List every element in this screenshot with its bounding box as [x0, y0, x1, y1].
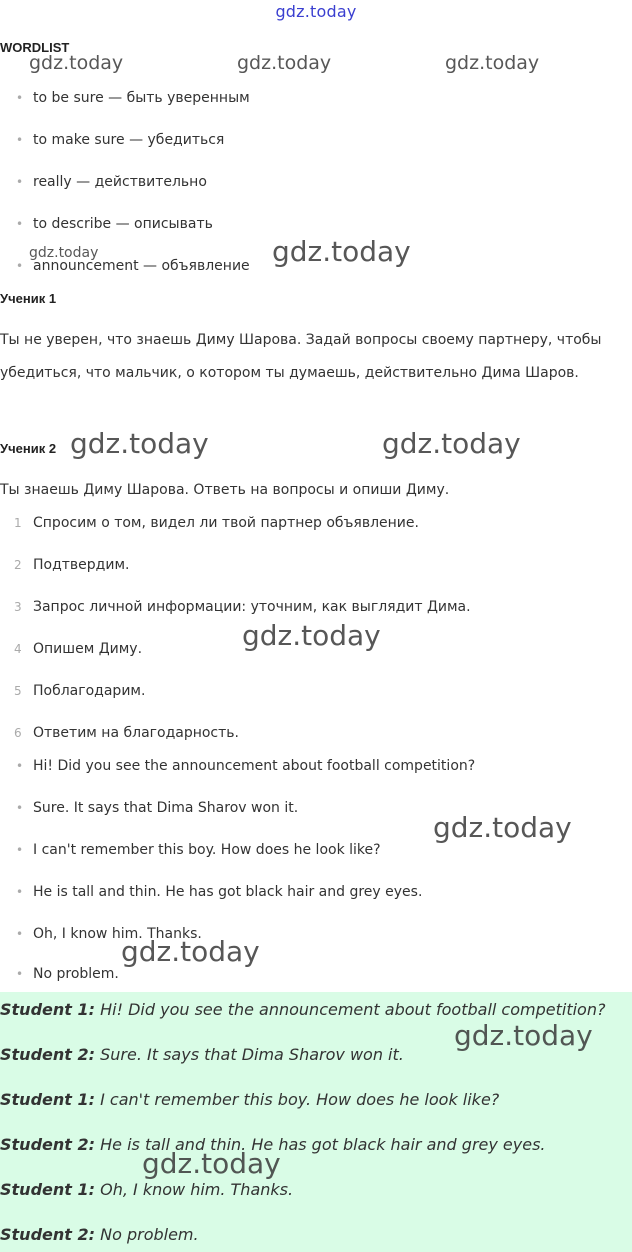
- answer-line: Student 2: No problem.: [0, 1225, 199, 1244]
- watermark: gdz.today: [272, 235, 411, 268]
- answer-line: Student 2: He is tall and thin. He has got black hair and grey eyes.: [0, 1135, 546, 1154]
- answer-line: Student 1: Hi! Did you see the announcement about football competition?: [0, 1000, 606, 1019]
- watermark: gdz.today: [433, 811, 572, 844]
- site-logo[interactable]: gdz.today: [275, 2, 357, 21]
- answer-line: Student 1: I can't remember this boy. How does he look like?: [0, 1090, 500, 1109]
- speaker-label: Student 1:: [0, 1090, 96, 1109]
- bullet-dot-icon: •: [16, 927, 24, 941]
- speaker-label: Student 2:: [0, 1135, 96, 1154]
- wordlist-heading: WORDLIST: [0, 40, 70, 55]
- bullet-dot-icon: •: [16, 259, 24, 273]
- watermark: gdz.today: [242, 619, 381, 652]
- speaker-label: Student 1:: [0, 1180, 96, 1199]
- speaker-label: Student 2:: [0, 1225, 96, 1244]
- student2-heading: Ученик 2: [0, 441, 57, 456]
- watermark: gdz.today: [445, 52, 540, 74]
- watermark: gdz.today: [382, 427, 521, 460]
- speaker-label: Student 1:: [0, 1000, 96, 1019]
- watermark: gdz.today: [29, 245, 99, 261]
- watermark: gdz.today: [142, 1147, 281, 1180]
- answer-line: Student 1: Oh, I know him. Thanks.: [0, 1180, 294, 1199]
- bullet-dot-icon: •: [16, 133, 24, 147]
- bullet-dot-icon: •: [16, 967, 24, 981]
- bullet-dot-icon: •: [16, 91, 24, 105]
- bullet-dot-icon: •: [16, 843, 24, 857]
- student1-task: Ты не уверен, что знаешь Диму Шарова. Задай вопросы своему партнеру, чтобы убедиться, что мальчик, о котором ты думаешь, действительно Дима Шаров.: [0, 332, 602, 381]
- bullet-dot-icon: •: [16, 801, 24, 815]
- bullet-dot-icon: •: [16, 175, 24, 189]
- answer-line: Student 2: Sure. It says that Dima Sharov won it.: [0, 1045, 404, 1064]
- watermark: gdz.today: [454, 1019, 593, 1052]
- watermark: gdz.today: [237, 52, 332, 74]
- speaker-label: Student 2:: [0, 1045, 96, 1064]
- student1-heading: Ученик 1: [0, 291, 57, 306]
- watermark: gdz.today: [29, 52, 124, 74]
- bullet-dot-icon: •: [16, 885, 24, 899]
- bullet-dot-icon: •: [16, 759, 24, 773]
- watermark: gdz.today: [121, 935, 260, 968]
- watermark: gdz.today: [70, 427, 209, 460]
- student2-task: Ты знаешь Диму Шарова. Ответь на вопросы и опиши Диму.: [0, 482, 450, 498]
- bullet-dot-icon: •: [16, 217, 24, 231]
